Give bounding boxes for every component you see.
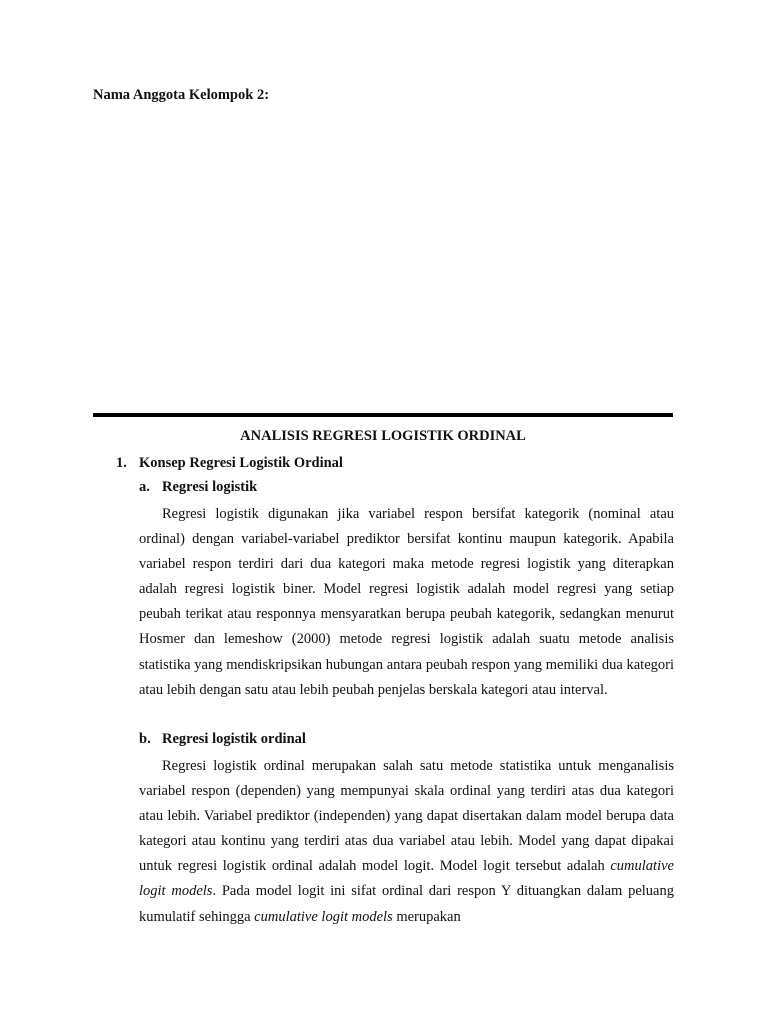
group-members-label: Nama Anggota Kelompok 2: [93,87,270,103]
subsection-heading-a [139,479,257,496]
paragraph-regresi-logistik-ordinal [139,754,674,930]
section-heading-text: Konsep Regresi Logistik Ordinal [139,455,343,471]
document-title: ANALISIS REGRESI LOGISTIK ORDINAL [240,428,526,444]
horizontal-divider [93,413,673,417]
paragraph-regresi-logistik: Regresi logistik digunakan jika variabel respon bersifat kategorik (nominal atau ordinal) dengan variabel-variabel prediktor bersifat kontinu maupun kategorik. Apabila variabel respon terdiri dari dua kategori maka metode regresi logistik yang diterapkan adalah regresi logistik biner. Model regresi logistik adalah model regresi yang setiap peubah terikat atau responnya mensyaratkan berupa peubah kategorik, sedangkan menurut Hosmer dan lemeshow (2000) metode regresi logistik adalah suatu metode analisis statistika yang mendiskripsikan hubungan antara peubah respon yang memiliki dua kategori atau lebih dengan satu atau lebih peubah penjelas berskala kategori atau interval. [139,506,674,698]
subsection-letter: b. [139,731,151,747]
italic-term: cumulative logit models [139,858,674,900]
subsection-heading-text: Regresi logistik ordinal [162,731,306,747]
paragraph-text: Regresi logistik ordinal merupakan salah satu metode statistika untuk menganalisis variabel respon (dependen) yang mempunyai skala ordinal yang terdiri atas dua kategori atau lebih. Variabel prediktor (independen) yang dapat disertakan dalam model berupa data kategori atau kontinu yang terdiri atas dua variabel atau lebih. Model yang dapat dipakai untuk regresi logistik ordinal adalah model logit. Model logit tersebut adalah [139,758,674,875]
paragraph-text: . Pada model logit ini sifat ordinal dari respon Y dituangkan dalam peluang kumulatif sehingga [139,883,674,925]
paragraph-text: merupakan [392,908,461,925]
subsection-heading-text: Regresi logistik [162,479,258,495]
subsection-heading-b [139,731,306,748]
italic-term: cumulative logit models [254,908,393,925]
section-heading-1 [116,455,343,472]
section-number: 1. [116,455,127,471]
subsection-letter: a. [139,479,150,495]
